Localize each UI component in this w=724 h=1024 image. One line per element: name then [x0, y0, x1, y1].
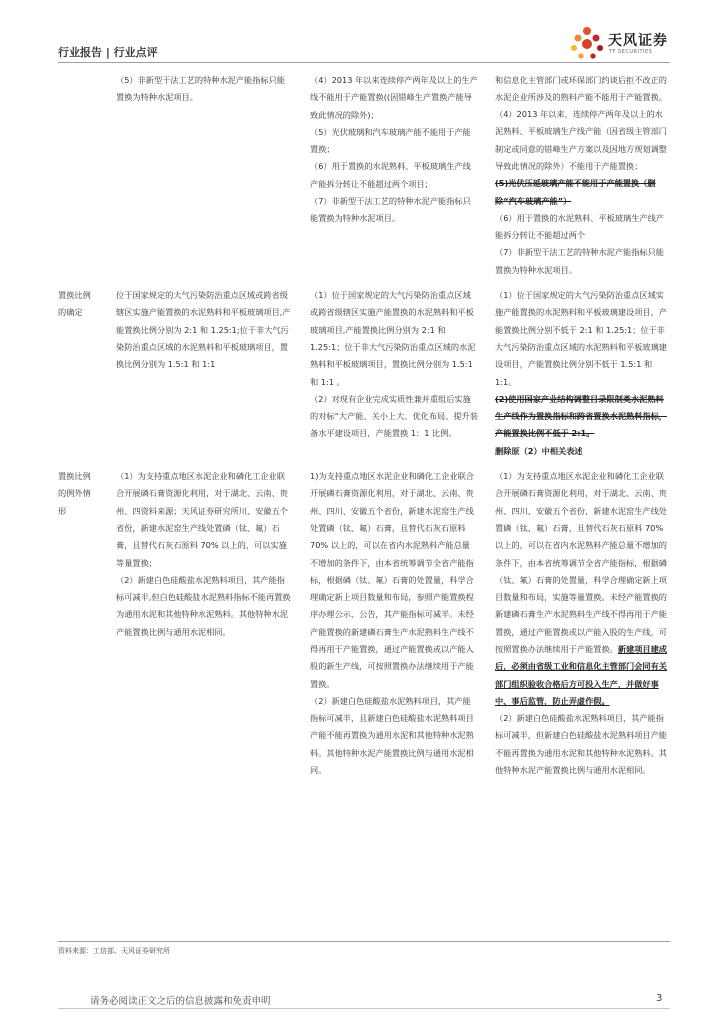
cell-text: 位于国家规定的大气污染防治重点区域或跨省级辖区实施产能置换的水泥熟料和平板玻璃项目,产能置换比例分别为 2:1 和 1.25:1;位于非大气污染防治重点区域的水泥熟料和平板玻璃项目，置换比例分别为 1.5:1 和 1:1	[116, 290, 291, 370]
cell-text: （5）非新型干法工艺的特种水泥产能指标只能置换为特种水泥项目。	[116, 75, 285, 103]
row-label	[58, 72, 115, 279]
header-title: 行业报告 | 行业点评	[58, 46, 158, 59]
source-note: 资料来源：工信部、天风证券研究所	[58, 947, 170, 955]
cell-text-strikethrough: (2)使用国家产业结构调整目录限制类水泥熟料生产线作为置换指标和跨省置换水泥熟料指标，产能置换比例不低于 2:1。	[495, 393, 667, 439]
col-new-policy	[495, 468, 670, 779]
cell-text: （2）对现有企业完成实质性兼并重组后实施的对标“大产能、关小上大、优化布局、提升装备水平建设项目，产能置换 1：1 比例。	[310, 393, 478, 439]
cell-text: （1）位于国家规定的大气污染防治重点区域实施产能置换的水泥熟料和平板玻璃建设项目，产能置换比例分别不低于 2:1 和 1.25:1；位于非大气污染防治重点区域的水泥熟料和平板玻璃建设项目，产能置换比例分别不低于 1.5:1 和 1:1。	[495, 290, 667, 387]
footer-disclaimer: 请务必阅读正文之后的信息披露和免责申明	[90, 996, 271, 1007]
table-row	[58, 287, 670, 460]
col-new-policy	[495, 287, 670, 460]
logo-name: 天风证券	[608, 33, 668, 49]
logo-mark-icon	[568, 26, 606, 62]
table-row	[58, 468, 670, 779]
cell-text: （5）光伏玻璃和汽车玻璃产能不能用于产能置换；	[310, 126, 471, 155]
cell-text-underlined: 新建项目建成后，必须由省级工业和信息化主管部门会同有关部门组织验收合格后方可投入生产，并做好事中、事后监管，防止弄虚作假。	[495, 644, 667, 706]
col-new-policy	[495, 72, 670, 280]
row-label	[58, 287, 115, 460]
source-divider	[58, 941, 670, 942]
cell-text: 1)为支持重点地区水泥企业和磷化工企业联合开展磷石膏资源化利用，对于湖北、云南、贵州、四川、安徽五个省份，新建水泥窑生产线处置磷（钛、氟）石膏，且替代石灰石原料 70% 以上的，可以在省内水泥熟料产能总量不增加的条件下，由本省统筹调节全省产能指标，根据磷（钛、氟）石膏的处置量，科学合理确定新上项目数量和布局，参照产能置换程序办理公示、公告，其产能指标可减半。未经产能置换的新建磷石膏生产水泥熟料生产线不得再用于产能置换，通过产能置换或以产能入股的新生产线，可按照置换办法继续用于产能置换。	[310, 471, 474, 689]
cell-text: （1）位于国家规定的大气污染防治重点区域或跨省级辖区实施产能置换的水泥熟料和平板玻璃项目,产能置换比例分别为 2:1 和 1.25:1；位于非大气污染防治重点区域的水泥熟料和平板玻璃项目，置换比例分别为 1.5:1 和 1:1 。	[310, 290, 476, 387]
page-number: 3	[656, 993, 663, 1004]
col-old-policy	[116, 72, 291, 279]
cell-text	[495, 468, 670, 710]
cell-text: （2）新建白色硅酸盐水泥熟料项目，其产能指标可减半，且新建白色硅酸盐水泥熟料项目产能不能再置换为通用水泥和其他特种水泥熟料。其他特种水泥产能置换比例与通用水泥相同。	[310, 695, 474, 776]
col-old-policy	[116, 287, 291, 460]
row-label-line: 的例外情	[58, 488, 91, 499]
cell-text: （7）非新型干法工艺的特种水泥产能指标只能置换为特种水泥项目。	[495, 247, 664, 275]
cell-text-span: （1）为支持重点地区水泥企业和磷化工企业联合开展磷石膏资源化利用，对于湖北、云南、贵州、四川、安徽五个省份，新建水泥窑生产线处置磷（钛、氟）石膏，且替代石灰石原料 70%以上的，可以在省内水泥熟料产能总量不增加的条件下，由本省统筹调节全省产能指标，根据磷（钛、氟）石膏的处置量，科学合理确定新上项目数量和布局，实施等量置换。未经产能置换的新建磷石膏生产水泥熟料生产线不得再用于产能置换，通过产能置换或以产能入股的生产线，可按照置换办法继续用于产能置换。	[495, 471, 667, 654]
cell-text: （6）用于置换的水泥熟料、平板玻璃生产线产能拆分转让不能超过两个项目；	[310, 161, 471, 189]
row-label-line: 置换比例	[58, 471, 91, 482]
cell-text: （7）非新型干法工艺的特种水泥产能指标只能置换为特种水泥项目。	[310, 196, 471, 224]
cell-text: （2）新建白色硅酸盐水泥熟料项目，其产能指标可减半，但新建白色硅酸盐水泥熟料项目产能不能再置换为通用水泥和其他特种水泥熟料。其他特种水泥产能置换比例与通用水泥相同。	[495, 713, 667, 776]
col-old-policy	[116, 468, 291, 779]
row-label-line: 的确定	[58, 307, 83, 318]
header-divider	[58, 62, 670, 63]
cell-text: （6）用于置换的水泥熟料、平板玻璃生产线产能拆分转让不能超过两个	[495, 212, 664, 241]
table-row	[58, 72, 670, 279]
logo-subtitle: TF SECURITIES	[609, 49, 653, 55]
cell-text: （4）2013 年以来，连续停产两年及以上的水泥熟料、平板玻璃生产线产能（因省级主管部门制定或同意的错峰生产方案以及因地方规划调整导致此情况的除外）不能用于产能置换；	[495, 109, 667, 171]
col-draft-policy	[310, 287, 478, 460]
cell-text-bold: 删除原（2）中相关表述	[495, 445, 583, 456]
cell-text-strikethrough: (5)光伏压延玻璃产能不能用于产能置换（删除“汽车玻璃产能”）	[495, 178, 656, 206]
row-label	[58, 468, 115, 779]
cell-text: 和信息化主管部门或环保部门约谈后拒不改正的水泥企业所涉及的熟料产能不能用于产能置换。	[495, 74, 667, 102]
cell-text: （1）为支持重点地区水泥企业和磷化工企业联合开展磷石膏资源化利用，对于湖北、云南、贵州、四资料来源；天风证券研究所川、安徽五个省份，新建水泥窑生产线处置磷（钛、氟）石膏，且替代石灰石原料 70% 以上的，可以实施等量置换；	[116, 471, 288, 568]
footer-divider	[58, 1008, 670, 1009]
comparison-table	[58, 72, 670, 779]
row-label-line: 置换比例	[58, 290, 91, 301]
logo	[568, 26, 678, 62]
col-draft-policy	[310, 468, 478, 779]
cell-text: （2）新建白色硅酸盐水泥熟料项目，其产能指标可减半,但白色硅酸盐水泥熟料指标不能再置换为通用水泥和其他特种水泥熟料。其他特种水泥产能置换比例与通用水泥相同。	[116, 574, 291, 637]
col-draft-policy	[310, 72, 478, 279]
row-label-line: 形	[58, 505, 67, 516]
cell-text: （4）2013 年以来连续停产两年及以上的生产线不能用于产能置换((因错峰生产置换产能导致此情况的除外)；	[310, 75, 478, 120]
